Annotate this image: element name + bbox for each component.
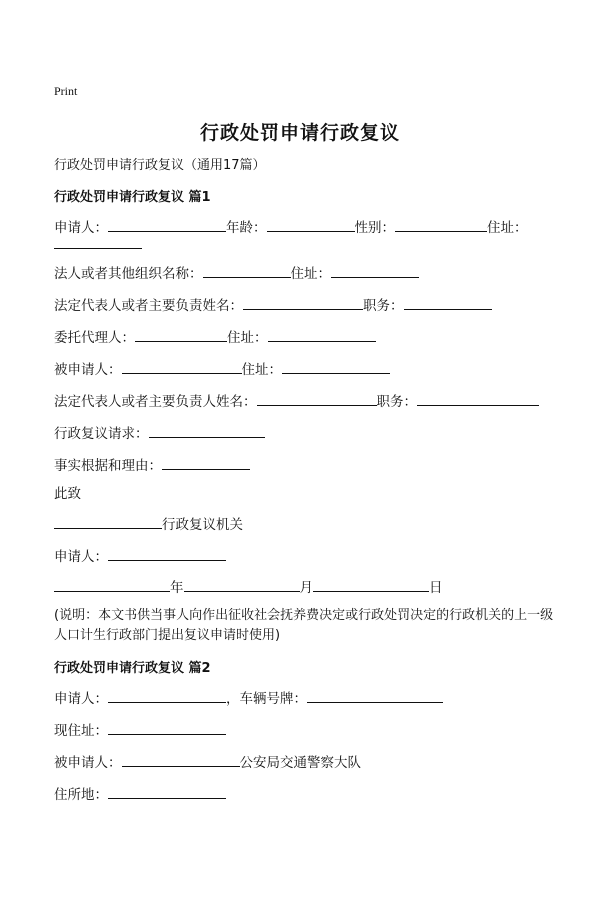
legal-rep2-line: [54, 391, 539, 411]
respondent-address-label: 住址：: [241, 362, 282, 378]
agent-line: [54, 327, 376, 347]
s2-plate-blank[interactable]: [307, 688, 443, 703]
s2-residence-label: 住所地：: [54, 787, 108, 803]
applicant-blank[interactable]: [108, 217, 226, 232]
request-label: 行政复议请求：: [54, 426, 149, 442]
s2-respondent-suffix: 公安局交通警察大队: [239, 755, 361, 771]
request-blank[interactable]: [149, 423, 265, 438]
month-blank[interactable]: [184, 577, 300, 592]
authority-line: [54, 514, 243, 534]
org-address-blank[interactable]: [331, 263, 419, 278]
respondent-label: 被申请人：: [54, 362, 122, 378]
day-blank[interactable]: [313, 577, 429, 592]
s2-applicant-line: [54, 688, 443, 708]
s2-residence-blank[interactable]: [108, 784, 226, 799]
signature-line: [54, 546, 226, 566]
respondent-blank[interactable]: [122, 359, 242, 374]
legal-rep2-position-blank[interactable]: [417, 391, 539, 406]
section-2-heading: 行政处罚申请行政复议 篇2: [54, 661, 211, 676]
salutation-line: [54, 485, 81, 503]
year-label: 年: [170, 580, 184, 596]
agent-blank[interactable]: [135, 327, 227, 342]
instruction-note: (说明：本文书供当事人向作出征收社会抚养费决定或行政处罚决定的行政机关的上一级人口计生行政部门提出复议申请时使用): [54, 608, 554, 643]
age-blank[interactable]: [267, 217, 355, 232]
signature-label: 申请人：: [54, 549, 108, 565]
month-label: 月: [299, 580, 313, 596]
facts-blank[interactable]: [162, 455, 250, 470]
year-blank[interactable]: [54, 577, 170, 592]
legal-rep-label: 法定代表人或者主要负责姓名：: [54, 298, 243, 314]
org-address-label: 住址：: [290, 266, 331, 282]
legal-rep-line: [54, 295, 492, 315]
s2-applicant-label: 申请人：: [54, 691, 108, 707]
org-name-blank[interactable]: [203, 263, 291, 278]
s2-respondent-line: [54, 752, 361, 772]
print-label: Print: [54, 84, 78, 98]
legal-rep2-position-label: 职务：: [376, 394, 417, 410]
address-continuation-line: [54, 234, 142, 254]
agent-label: 委托代理人：: [54, 330, 135, 346]
s2-current-address-blank[interactable]: [108, 720, 226, 735]
s2-respondent-blank[interactable]: [122, 752, 240, 767]
s2-applicant-blank[interactable]: [108, 688, 226, 703]
authority-blank[interactable]: [54, 514, 162, 529]
request-line: [54, 423, 265, 443]
s2-plate-label: ，车辆号牌：: [226, 691, 307, 707]
applicant-label: 申请人：: [54, 220, 108, 236]
day-label: 日: [429, 580, 443, 596]
document-title: 行政处罚申请行政复议: [199, 122, 400, 144]
org-line: [54, 263, 419, 283]
s2-current-address-label: 现住址：: [54, 723, 108, 739]
s2-current-address-line: [54, 720, 226, 740]
agent-address-blank[interactable]: [268, 327, 376, 342]
gender-blank[interactable]: [395, 217, 487, 232]
date-line: [54, 577, 443, 597]
document-subtitle: 行政处罚申请行政复议（通用17篇）: [54, 158, 266, 173]
agent-address-label: 住址：: [227, 330, 268, 346]
legal-rep-position-label: 职务：: [363, 298, 404, 314]
legal-rep-position-blank[interactable]: [404, 295, 492, 310]
legal-rep2-blank[interactable]: [257, 391, 377, 406]
authority-label: 行政复议机关: [162, 517, 243, 533]
respondent-address-blank[interactable]: [282, 359, 390, 374]
legal-rep2-label: 法定代表人或者主要负责人姓名：: [54, 394, 257, 410]
signature-blank[interactable]: [108, 546, 226, 561]
facts-line: [54, 455, 250, 475]
gender-label: 性别：: [354, 220, 395, 236]
s2-respondent-label: 被申请人：: [54, 755, 122, 771]
address-label: 住址：: [487, 220, 528, 236]
age-label: 年龄：: [226, 220, 267, 236]
s2-residence-line: [54, 784, 226, 804]
section-1-heading: 行政处罚申请行政复议 篇1: [54, 190, 211, 205]
address-blank[interactable]: [54, 234, 142, 249]
respondent-line: [54, 359, 390, 379]
org-name-label: 法人或者其他组织名称：: [54, 266, 203, 282]
legal-rep-blank[interactable]: [243, 295, 363, 310]
salutation-text: 此致: [54, 486, 81, 502]
facts-label: 事实根据和理由：: [54, 458, 162, 474]
